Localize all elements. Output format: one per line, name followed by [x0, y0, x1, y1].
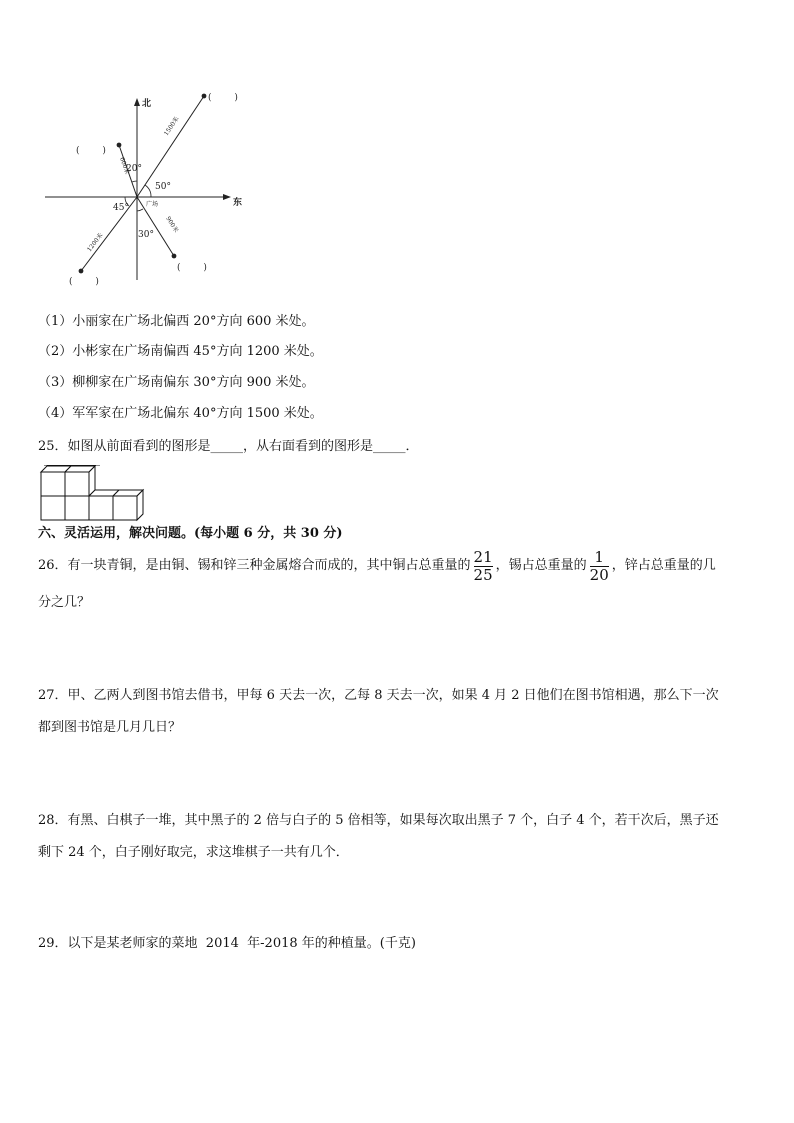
angle-50-label: 50° [155, 182, 171, 192]
point-sw [79, 269, 84, 274]
fraction-copper-numerator: 21 [473, 547, 493, 566]
angle-30-label: 30° [138, 230, 154, 240]
statement-1: （1）小丽家在广场北偏西 20°方向 600 米处。 [38, 314, 315, 329]
arc-20 [132, 181, 137, 182]
arc-50 [145, 185, 151, 197]
question-28-line-1: 28．有黑、白棋子一堆，其中黑子的 2 倍与白子的 5 倍相等，如果每次取出黑子 7 个，白子 4 个，若干次后，黑子还 [38, 813, 719, 828]
direction-diagram [40, 88, 255, 288]
cube-figure [38, 465, 150, 525]
east-label: 东 [233, 198, 243, 208]
question-29: 29．以下是某老师家的菜地 2014 年-2018 年的种植量。(千克) [38, 936, 416, 951]
center-label: 广场 [146, 201, 159, 208]
q26-suffix: ，锌占总重量的几 [611, 558, 716, 573]
statement-3: （3）柳柳家在广场南偏东 30°方向 900 米处。 [38, 375, 315, 390]
angle-20-label: 20° [126, 164, 142, 174]
question-25: 25．如图从前面看到的图形是_____，从右面看到的图形是_____． [38, 439, 419, 454]
question-27-line-1: 27．甲、乙两人到图书馆去借书，甲每 6 天去一次，乙每 8 天去一次，如果 4 月 2 日他们在图书馆相遇，那么下一次 [38, 688, 719, 703]
east-arrow-icon [223, 194, 231, 200]
fraction-copper-denominator: 25 [473, 565, 493, 584]
question-26 [38, 546, 716, 586]
section-6-heading: 六、灵活运用，解决问题。(每小题 6 分，共 30 分) [38, 526, 343, 541]
statement-4: （4）军军家在广场北偏东 40°方向 1500 米处。 [38, 406, 323, 421]
question-28-line-2: 剩下 24 个，白子刚好取完，求这堆棋子一共有几个． [38, 845, 349, 860]
blank-ne: ( ) [208, 93, 238, 103]
question-26-line-2: 分之几？ [38, 595, 91, 610]
q26-prefix: 26．有一块青铜，是由铜、锡和锌三种金属熔合而成的，其中铜占总重量的 [38, 558, 471, 573]
point-se [172, 254, 177, 259]
dist-se-label: 900米 [164, 215, 180, 234]
fraction-tin-numerator: 1 [594, 547, 604, 566]
statement-2: （2）小彬家在广场南偏西 45°方向 1200 米处。 [38, 344, 323, 359]
dist-ne-label: 1500米 [162, 115, 181, 138]
q26-middle: ，锡占总重量的 [495, 558, 587, 573]
point-ne [202, 94, 207, 99]
blank-se: ( ) [177, 263, 207, 273]
angle-45-label: 45° [113, 203, 129, 213]
dist-nw-label: 600米 [118, 156, 131, 176]
point-nw [117, 143, 122, 148]
north-arrow-icon [134, 98, 140, 106]
arc-30 [137, 209, 143, 211]
fraction-tin [590, 549, 609, 584]
north-label: 北 [142, 99, 152, 109]
fraction-tin-denominator: 20 [589, 565, 609, 584]
blank-sw: ( ) [69, 277, 99, 287]
blank-nw: ( ) [76, 146, 106, 156]
dist-sw-label: 1200米 [86, 231, 105, 254]
fraction-copper [474, 549, 493, 584]
question-27-line-2: 都到图书馆是几月几日？ [38, 720, 182, 735]
